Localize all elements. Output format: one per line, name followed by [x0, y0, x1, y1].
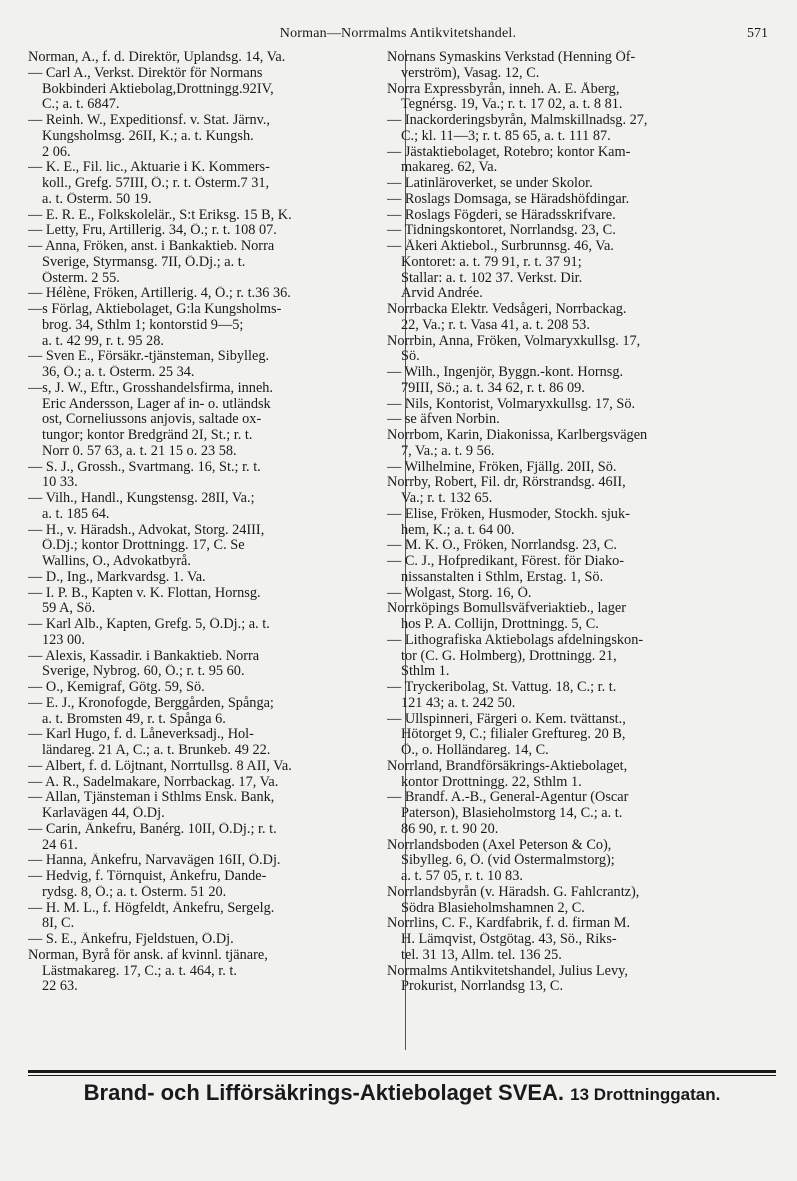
directory-entry-line: — Tryckeribolag, St. Vattug. 18, C.; r. t. — [387, 680, 617, 695]
directory-entry-line: tel. 31 13, Allm. tel. 136 25. — [401, 947, 562, 963]
directory-entry-line: Sverige, Styrmansg. 7II, Ö.Dj.; a. t. — [42, 254, 246, 270]
directory-entry-line: nissanstalten i Sthlm, Erstag. 1, Sö. — [401, 569, 604, 585]
directory-entry-line: brog. 34, Sthlm 1; kontorstid 9—5; — [42, 317, 244, 333]
directory-entry-line: 123 00. — [42, 632, 85, 648]
directory-entry-line: — Åkeri Aktiebol., Surbrunnsg. 46, Va. — [387, 239, 614, 254]
directory-entry-line: rydsg. 8, Ö.; a. t. Österm. 51 20. — [42, 884, 227, 900]
directory-entry-line: Paterson), Blasieholmstorg 14, C.; a. t. — [401, 806, 623, 821]
directory-entry-line: Kontoret: a. t. 79 91, r. t. 37 91; — [401, 254, 582, 270]
directory-entry-line: Ö.Dj.; kontor Drottningg. 17, C. Se — [42, 538, 245, 554]
directory-entry-line: — Hedvig, f. Törnquist, Änkefru, Dande- — [28, 869, 267, 884]
directory-entry-line: —s, J. W., Eftr., Grosshandelsfirma, inneh. — [28, 380, 274, 396]
directory-entry-line: Normalms Antikvitetshandel, Julius Levy, — [387, 963, 628, 979]
directory-entry-line: — Wolgast, Storg. 16, Ö. — [387, 585, 532, 601]
directory-entry-line: — Nils, Kontorist, Volmaryxkullsg. 17, Sö. — [387, 396, 636, 412]
page-header — [28, 26, 768, 46]
directory-entry-line: 22 63. — [42, 979, 78, 995]
directory-entry-line: Sverige, Nybrog. 60, Ö.; r. t. 95 60. — [42, 664, 245, 680]
left-column — [28, 50, 402, 995]
directory-entry-line: Nornans Symaskins Verkstad (Henning Öf- — [387, 50, 636, 65]
directory-entry-line: — S. J., Grossh., Svartmang. 16, St.; r. t. — [28, 459, 261, 475]
directory-entry-line: Norrlandsboden (Axel Peterson & Co), — [387, 837, 612, 853]
directory-entry-line: — Ullspinneri, Färgeri o. Kem. tvättanst., — [387, 711, 626, 727]
directory-entry-line: Norrbacka Elektr. Vedsågeri, Norrbackag. — [387, 302, 627, 317]
footer-advertisement — [28, 1080, 776, 1120]
directory-entry-line: — se äfven Norbin. — [387, 412, 500, 428]
footer-rule-thin — [28, 1075, 776, 1076]
directory-entry-line: 2 06. — [42, 144, 71, 160]
directory-entry-line: koll., Grefg. 57III, Ö.; r. t. Österm.7 31, — [42, 176, 270, 191]
directory-entry-line: kontor Drottningg. 22, Sthlm 1. — [401, 774, 582, 790]
directory-entry-line: — A. R., Sadelmakare, Norrbackag. 17, Va. — [28, 774, 279, 790]
footer-rule — [28, 1070, 776, 1073]
directory-entry-line: Bokbinderi Aktiebolag,Drottningg.92IV, — [42, 81, 274, 97]
directory-entry-line: a. t. Österm. 50 19. — [42, 191, 152, 207]
directory-entry-line: 7, Va.; a. t. 9 56. — [401, 443, 495, 459]
directory-entry-line: — I. P. B., Kapten v. K. Flottan, Hornsg. — [28, 585, 261, 601]
directory-entry-line: — Sven E., Försäkr.-tjänsteman, Sibylleg. — [28, 349, 270, 365]
directory-entry-line: Hötorget 9, C.; filialer Greftureg. 20 B, — [401, 727, 626, 743]
directory-entry-line: Norrköpings Bomullsväfveriaktieb., lager — [387, 601, 627, 617]
directory-entry-line: Norra Expressbyrån, inneh. A. E. Åberg, — [387, 81, 620, 97]
directory-entry-line: — E. J., Kronofogde, Berggården, Spånga; — [28, 695, 274, 711]
directory-entry-line: C.; a. t. 6847. — [42, 97, 120, 113]
directory-entry-line: Stallar: a. t. 102 37. Verkst. Dir. — [401, 270, 583, 286]
directory-entry-line: — Lithografiska Aktiebolags afdelningskon- — [387, 632, 644, 648]
directory-entry-line: Lästmakareg. 17, C.; a. t. 464, r. t. — [42, 963, 237, 979]
directory-entry-line: ost, Corneliussons anjovis, saltade ox- — [42, 412, 262, 428]
directory-entry-line: — Karl Alb., Kapten, Grefg. 5, Ö.Dj.; a. t. — [28, 617, 270, 632]
directory-entry-line: 86 90, r. t. 90 20. — [401, 821, 499, 837]
directory-entry-line: — M. K. O., Fröken, Norrlandsg. 23, C. — [387, 538, 617, 554]
directory-entry-line: — Brandf. A.-B., General-Agentur (Oscar — [387, 790, 629, 806]
directory-entry-line: 121 43; a. t. 242 50. — [401, 695, 516, 711]
directory-entry-line: Norrby, Robert, Fil. dr, Rörstrandsg. 46II, — [387, 475, 626, 491]
directory-entry-line: — K. E., Fil. lic., Aktuarie i K. Kommers- — [28, 160, 270, 176]
directory-entry-line: — Jästaktiebolaget, Rotebro; kontor Kam- — [387, 144, 631, 160]
directory-entry-line: a. t. 57 05, r. t. 10 83. — [401, 869, 523, 884]
footer-advert-address: 13 Drottninggatan. — [570, 1085, 721, 1104]
directory-entry-line: Södra Blasieholmshamnen 2, C. — [401, 900, 585, 916]
directory-entry-line: — Albert, f. d. Löjtnant, Norrtullsg. 8 AII, Va. — [28, 758, 292, 774]
directory-entry-line: 79III, Sö.; a. t. 34 62, r. t. 86 09. — [401, 380, 585, 396]
directory-entry-line: Norman, Byrå för ansk. af kvinnl. tjänare, — [28, 947, 268, 963]
directory-entry-line: C.; kl. 11—3; r. t. 85 65, a. t. 111 87. — [401, 128, 611, 144]
directory-entry-line: — Carl A., Verkst. Direktör för Normans — [28, 65, 263, 81]
directory-entry-line: — Karl Hugo, f. d. Låneverksadj., Hol- — [28, 727, 254, 743]
directory-entry-line: — Letty, Fru, Artillerig. 34, Ö.; r. t. 108 07. — [28, 223, 277, 239]
directory-entry-line: Sibylleg. 6, Ö. (vid Östermalmstorg); — [401, 853, 615, 869]
right-column — [387, 50, 772, 995]
directory-entry-line: — S. E., Änkefru, Fjeldstuen, Ö.Dj. — [28, 932, 234, 947]
directory-entry-line: ländareg. 21 A, C.; a. t. Brunkeb. 49 22. — [42, 743, 271, 758]
page-number: 571 — [747, 26, 768, 41]
directory-entry-line: — Carin, Änkefru, Banérg. 10II, Ö.Dj.; r. t. — [28, 821, 277, 837]
directory-entry-line: — Latinläroverket, se under Skolor. — [387, 176, 593, 191]
directory-entry-line: — Hélène, Fröken, Artillerig. 4, Ö.; r. t.36 36. — [28, 286, 291, 302]
running-title: Norman—Norrmalms Antikvitetshandel. — [279, 26, 517, 41]
directory-entry-line: Wallins, O., Advokatbyrå. — [42, 554, 191, 569]
directory-entry-line: Eric Andersson, Lager af in- o. utländsk — [42, 396, 271, 412]
directory-entry-line: Norman, A., f. d. Direktör, Uplandsg. 14, Va. — [28, 50, 286, 65]
directory-entry-line: verström), Vasag. 12, C. — [401, 65, 540, 81]
directory-entry-line: Norrlins, C. F., Kardfabrik, f. d. firman M. — [387, 916, 631, 932]
directory-entry-line: hos P. A. Collijn, Drottningg. 5, C. — [401, 617, 599, 632]
directory-entry-line: Sthlm 1. — [401, 664, 450, 680]
directory-entry-line: — C. J., Hofpredikant, Förest. för Diako- — [387, 554, 625, 569]
directory-entry-line: tor (C. G. Holmberg), Drottningg. 21, — [401, 648, 617, 664]
directory-entry-line: — H. M. L., f. Högfeldt, Änkefru, Sergelg. — [28, 900, 275, 916]
directory-entry-line: Ö., o. Holländareg. 14, C. — [401, 743, 549, 758]
directory-entry-line: — Hanna, Änkefru, Narvavägen 16II, Ö.Dj. — [28, 853, 281, 869]
directory-entry-line: a. t. 42 99, r. t. 95 28. — [42, 333, 164, 349]
directory-entry-line: —s Förlag, Aktiebolaget, G:la Kungsholms- — [28, 302, 282, 317]
directory-entry-line: Va.; r. t. 132 65. — [401, 491, 493, 506]
directory-entry-line: 36, Ö.; a. t. Österm. 25 34. — [42, 365, 195, 380]
directory-entry-line: — E. R. E., Folkskolelär., S:t Eriksg. 15 B, K. — [28, 207, 292, 223]
footer-advert-text: Brand- och Lifförsäkrings-Aktiebolaget SVEA. — [83, 1080, 565, 1105]
directory-entry-line: Prokurist, Norrlandsg 13, C. — [401, 979, 564, 995]
directory-entry-line: Norrbom, Karin, Diakonissa, Karlbergsvägen — [387, 428, 648, 443]
directory-entry-line: 24 61. — [42, 837, 78, 853]
directory-entry-line: — Roslags Domsaga, se Häradshöfdingar. — [387, 191, 630, 207]
directory-entry-line: 59 A, Sö. — [42, 601, 96, 617]
directory-entry-line: — H., v. Häradsh., Advokat, Storg. 24III, — [28, 522, 265, 538]
directory-entry-line: — O., Kemigraf, Götg. 59, Sö. — [28, 680, 205, 695]
directory-entry-line: — Roslags Fögderi, se Häradsskrifvare. — [387, 207, 616, 223]
directory-entry-line: 22, Va.; r. t. Vasa 41, a. t. 208 53. — [401, 317, 590, 333]
directory-entry-line: a. t. 185 64. — [42, 506, 110, 522]
directory-entry-line: a. t. Bromsten 49, r. t. Spånga 6. — [42, 711, 226, 727]
directory-entry-line: tungor; kontor Bredgränd 2I, St.; r. t. — [42, 428, 253, 443]
directory-entry-line: — Reinh. W., Expeditionsf. v. Stat. Järnv., — [28, 113, 270, 128]
directory-entry-line: Kungsholmsg. 26II, K.; a. t. Kungsh. — [42, 128, 254, 144]
directory-entry-line: Norr 0. 57 63, a. t. 21 15 o. 23 58. — [42, 443, 237, 459]
directory-entry-line: Karlavägen 44, Ö.Dj. — [42, 806, 165, 821]
directory-entry-line: 8I, C. — [42, 916, 75, 932]
directory-entry-line: Österm. 2 55. — [42, 270, 120, 286]
directory-entry-line: Norrland, Brandförsäkrings-Aktiebolaget, — [387, 758, 628, 774]
directory-entry-line: — Vilh., Handl., Kungstensg. 28II, Va.; — [28, 491, 255, 506]
directory-entry-line: makareg. 62, Va. — [401, 160, 498, 176]
directory-entry-line: hem, K.; a. t. 64 00. — [401, 522, 515, 538]
directory-entry-line: Sö. — [401, 349, 420, 365]
directory-entry-line: — Tidningskontoret, Norrlandsg. 23, C. — [387, 223, 616, 239]
directory-entry-line: — Anna, Fröken, anst. i Bankaktieb. Norra — [28, 239, 275, 254]
directory-entry-line: — D., Ing., Markvardsg. 1. Va. — [28, 569, 206, 585]
directory-entry-line: — Allan, Tjänsteman i Sthlms Ensk. Bank, — [28, 790, 275, 806]
directory-entry-line: Arvid Andrée. — [401, 286, 483, 302]
directory-entry-line: — Elise, Fröken, Husmoder, Stockh. sjuk- — [387, 506, 630, 522]
directory-entry-line: — Inackorderingsbyrån, Malmskillnadsg. 27, — [387, 113, 648, 128]
directory-entry-line: — Alexis, Kassadir. i Bankaktieb. Norra — [28, 648, 260, 664]
directory-entry-line: — Wilh., Ingenjör, Byggn.-kont. Hornsg. — [387, 365, 624, 380]
directory-entry-line: Tegnérsg. 19, Va.; r. t. 17 02, a. t. 8 81. — [401, 97, 623, 113]
directory-entry-line: Norrlandsbyrån (v. Häradsh. G. Fahlcrantz), — [387, 884, 640, 900]
directory-entry-line: Norrbin, Anna, Fröken, Volmaryxkullsg. 17, — [387, 333, 641, 349]
directory-entry-line: — Wilhelmine, Fröken, Fjällg. 20II, Sö. — [387, 459, 617, 475]
directory-entry-line: 10 33. — [42, 475, 78, 491]
directory-entry-line: H. Lämqvist, Östgötag. 43, Sö., Riks- — [401, 932, 617, 947]
